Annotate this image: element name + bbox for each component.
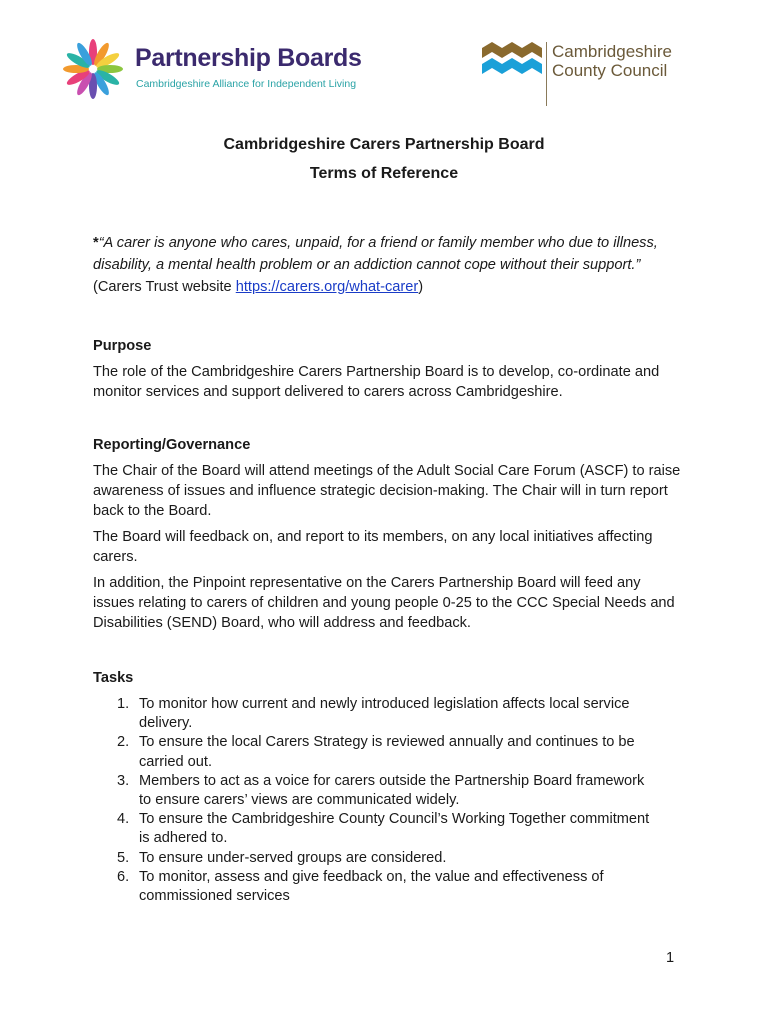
task-text: To ensure the Cambridgeshire County Council’s Working Together commitment is adhered to. <box>139 811 650 847</box>
reporting-paragraph: The Board will feedback on, and report to its members, on any local initiatives affecting carers. <box>93 529 653 565</box>
task-item <box>93 772 653 810</box>
definition-source-end: ) <box>418 279 424 295</box>
page-number: 1 <box>666 950 675 966</box>
task-number: 3. <box>117 772 130 789</box>
carer-definition <box>93 232 683 298</box>
tasks-list <box>93 695 653 906</box>
document-subtitle: Terms of Reference <box>309 165 459 182</box>
reporting-paragraph: In addition, the Pinpoint representative on the Carers Partnership Board will feed any issues relating to carers of children and young people 0-25 to the CCC Special Needs and Disabilities (SEND) Board, who will address and feedback. <box>93 575 675 631</box>
council-name <box>552 42 672 80</box>
council-logo-icon <box>482 42 542 78</box>
task-item <box>93 849 653 868</box>
task-number: 4. <box>117 811 130 828</box>
task-text: To monitor how current and newly introduced legislation affects local service delivery. <box>139 696 630 732</box>
task-item <box>93 695 653 733</box>
purpose-heading: Purpose <box>93 338 152 354</box>
task-item <box>93 733 653 771</box>
council-name-line1: Cambridgeshire <box>552 42 672 61</box>
task-number: 5. <box>117 849 130 866</box>
partnership-boards-name: Partnership Boards <box>135 44 362 72</box>
task-text: To monitor, assess and give feedback on, the value and effectiveness of commissioned services <box>139 868 604 905</box>
definition-source: (Carers Trust website <box>93 279 236 295</box>
reporting-heading: Reporting/Governance <box>93 437 251 453</box>
purpose-text: The role of the Cambridgeshire Carers Partnership Board is to develop, co-ordinate and monitor services and support delivered to carers across Cambridgeshire. <box>93 364 660 400</box>
task-number: 2. <box>117 734 130 751</box>
task-text: Members to act as a voice for carers outside the Partnership Board framework to ensure carers’ views are communicated widely. <box>139 772 645 809</box>
task-text: To ensure the local Carers Strategy is reviewed annually and continues to be carried out. <box>139 734 635 770</box>
tasks-heading: Tasks <box>93 670 134 686</box>
council-name-line2: County Council <box>552 61 668 80</box>
partnership-boards-tagline: Cambridgeshire Alliance for Independent Living <box>136 78 357 90</box>
reporting-paragraph: The Chair of the Board will attend meetings of the Adult Social Care Forum (ASCF) to raise awareness of issues and influence strategic decision-making. The Chair will in turn report back to the Board. <box>93 463 681 519</box>
document-title: Cambridgeshire Carers Partnership Board <box>223 136 545 153</box>
task-number: 1. <box>117 696 130 712</box>
asterisk: * <box>93 235 99 251</box>
partnership-boards-logo-icon <box>58 38 128 100</box>
definition-quote: “A carer is anyone who cares, unpaid, for a friend or family member who due to illness, disability, a mental health problem or an addiction cannot cope without their support.” <box>93 235 658 273</box>
council-logo-divider <box>546 42 547 106</box>
task-item <box>93 810 653 848</box>
task-number: 6. <box>117 868 130 885</box>
task-item <box>93 868 653 906</box>
task-text: To ensure under-served groups are considered. <box>139 849 447 866</box>
carers-trust-link[interactable]: https://carers.org/what-carer <box>235 279 419 295</box>
